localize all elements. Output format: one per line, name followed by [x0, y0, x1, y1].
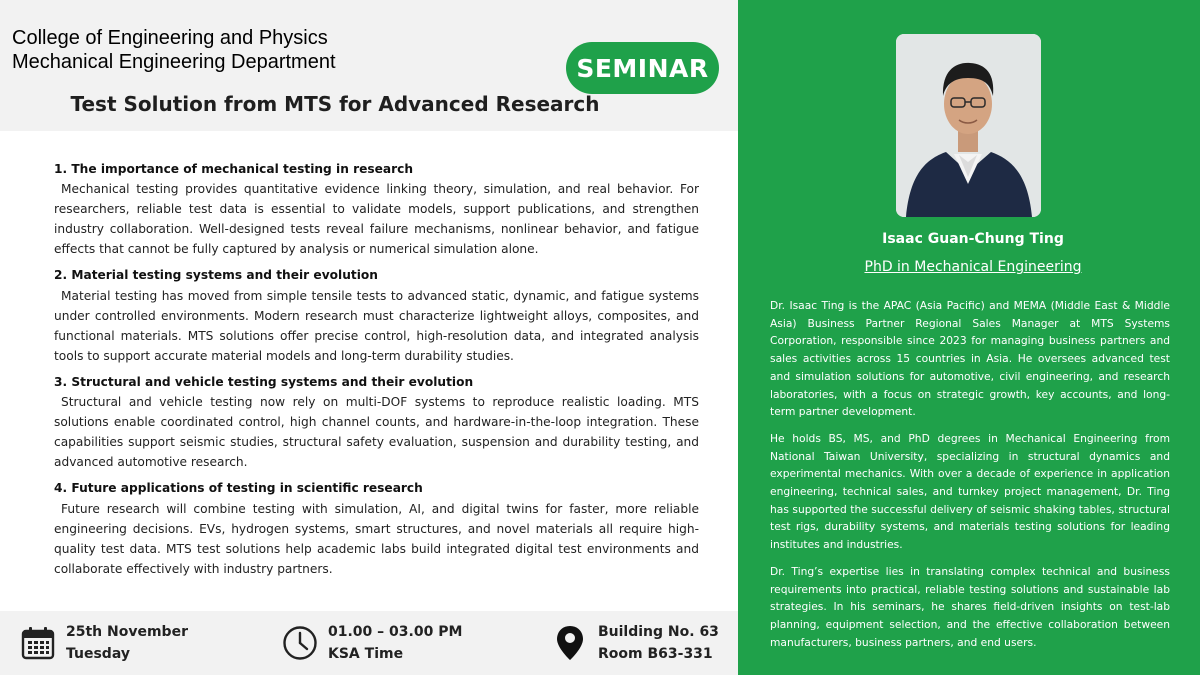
location-pin-icon: [552, 625, 588, 661]
speaker-bio: [770, 297, 1170, 660]
bio-paragraph: Dr. Ting’s expertise lies in translating complex technical and business requirements into practical, reliable testing solutions and sustainable lab strategies. In his seminars, he shares field-driven insights on test-lab planning, equipment selection, and the effective collaboration between manufacturers, business partners, and end users.: [770, 564, 1170, 649]
section-heading: 3. Structural and vehicle testing systems and their evolution: [54, 374, 474, 389]
section-heading: 1. The importance of mechanical testing in research: [54, 162, 414, 176]
bio-paragraph: He holds BS, MS, and PhD degrees in Mechanical Engineering from National Taiwan University, specializing in structural dynamics and experimental mechanics. With over a decade of experience in application engineering, technical sales, and turnkey project management, Dr. Ting has supported the successful delivery of seismic shaking tables, structural test rigs, durability systems, and materials testing solutions for leading institutes and industries.: [770, 431, 1170, 552]
speaker-panel: [738, 0, 1200, 675]
section-body: Structural and vehicle testing now rely on multi-DOF systems to reproduce realistic loading. MTS solutions enable coordinated control, high channel counts, and hardware-in-the-loop integration. These capabilities support seismic studies, structural safety evaluation, suspension and durability testing, and advanced automotive research.: [54, 395, 699, 470]
event-time-text: [328, 621, 462, 665]
event-location: [552, 611, 719, 675]
event-date-text: [66, 621, 188, 665]
event-location-text: [598, 621, 719, 665]
room-value: Room B63-331: [598, 646, 713, 662]
timezone-value: KSA Time: [328, 646, 404, 662]
section: [54, 478, 699, 578]
department-line: Mechanical Engineering Department: [12, 51, 336, 73]
college-name: [12, 26, 336, 74]
section-body: Future research will combine testing with simulation, AI, and digital twins for faster, more reliable engineering decisions. EVs, hydrogen systems, smart structures, and novel materials all require high-quality test data. MTS test solutions help academic labs build integrated digital test environments and collaborate effectively with industry partners.: [54, 501, 699, 576]
section: [54, 372, 699, 472]
section-heading: 2. Material testing systems and their evolution: [54, 268, 378, 283]
clock-icon: [282, 625, 318, 661]
talk-title-text: Test Solution from MTS for Advanced Research: [70, 92, 600, 116]
speaker-name: Isaac Guan-Chung Ting: [882, 231, 1064, 247]
bio-paragraph: Dr. Isaac Ting is the APAC (Asia Pacific) and MEMA (Middle East & Middle Asia) Business Partner Regional Sales Manager at MTS Systems Corporation, responsible since 2023 for managing business partners and sales activities across 15 countries in Asia. He oversees advanced test and simulation solutions for automotive, civil engineering, and research laboratories, with a focus on strategic growth, key accounts, and long-term partner development.: [770, 299, 1170, 419]
calendar-icon: [20, 625, 56, 661]
day-value: Tuesday: [66, 646, 130, 662]
date-value: 25th November: [66, 624, 188, 640]
section: [54, 159, 699, 259]
section-body: Material testing has moved from simple tensile tests to advanced static, dynamic, and fatigue systems under controlled environments. Modern research must characterize lightweight alloys, composites, and functional materials. MTS solutions offer precise control, high-resolution data, and integrated analysis tools to support accurate material models and long-term durability studies.: [54, 288, 699, 363]
event-time: [282, 611, 462, 675]
building-value: Building No. 63: [598, 624, 719, 640]
event-date: [20, 611, 188, 675]
talk-title: [0, 92, 670, 116]
event-details-footer: [0, 611, 738, 675]
header-band: [0, 0, 738, 131]
seminar-content: [54, 159, 699, 585]
speaker-degree: PhD in Mechanical Engineering: [864, 259, 1082, 275]
section: [54, 265, 699, 365]
speaker-photo: [896, 34, 1041, 217]
time-value: 01.00 – 03.00 PM: [328, 624, 463, 640]
section-heading: 4. Future applications of testing in scientific research: [54, 481, 423, 496]
section-body: Mechanical testing provides quantitative evidence linking theory, simulation, and real behavior. For researchers, reliable test data is essential to validate models, support publications, and strengthen industry collaboration. Well-designed tests reveal failure mechanisms, nonlinear behavior, and fatigue effects that cannot be fully captured by analysis or numerical simulation alone.: [54, 182, 699, 257]
seminar-badge: SEMINAR: [566, 42, 719, 94]
college-line-1: College of Engineering and Physics: [12, 27, 328, 49]
